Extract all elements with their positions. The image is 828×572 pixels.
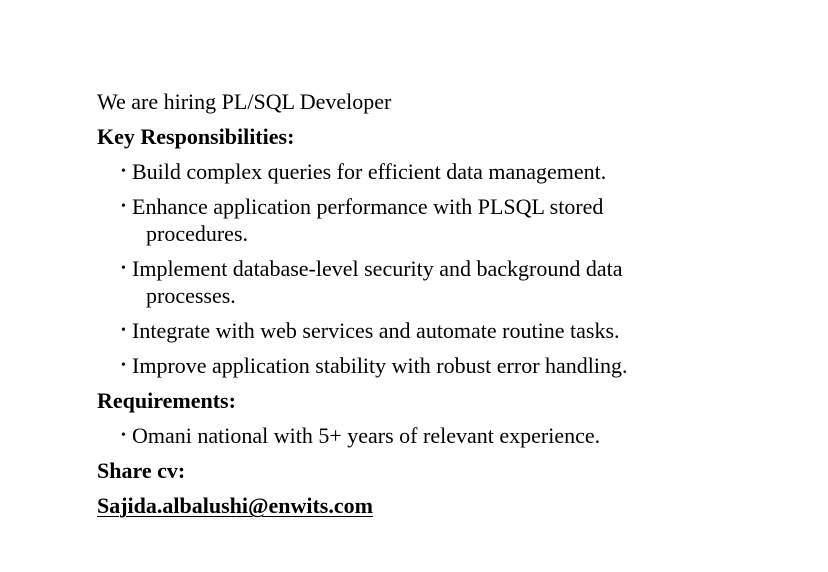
bullet-icon: • — [121, 199, 126, 214]
list-item-text: Build complex queries for efficient data management. — [132, 159, 607, 184]
responsibilities-heading: Key Responsibilities: — [97, 124, 295, 149]
share-cv-heading: Share cv: — [97, 458, 186, 483]
list-item — [97, 352, 797, 379]
list-item — [97, 193, 797, 247]
list-item-text-continued: procedures. — [146, 221, 249, 246]
bullet-icon: • — [121, 261, 126, 276]
bullet-icon: • — [121, 358, 126, 373]
list-item — [97, 422, 797, 449]
list-item — [97, 255, 797, 309]
bullet-icon: • — [121, 164, 126, 179]
list-item — [97, 317, 797, 344]
list-item-text: Improve application stability with robust error handling. — [132, 353, 628, 378]
intro-text: We are hiring PL/SQL Developer — [97, 89, 392, 114]
job-posting — [97, 88, 797, 527]
email-link[interactable]: Sajida.albalushi@enwits.com — [97, 493, 373, 518]
requirements-heading: Requirements: — [97, 388, 236, 413]
list-item-text: Integrate with web services and automate routine tasks. — [132, 318, 620, 343]
list-item-text: Omani national with 5+ years of relevant experience. — [132, 423, 601, 448]
list-item-text: Enhance application performance with PLSQL stored — [132, 194, 604, 219]
list-item — [97, 158, 797, 185]
list-item-text-continued: processes. — [146, 283, 236, 308]
requirements-list — [97, 422, 797, 449]
list-item-text: Implement database-level security and background data — [132, 256, 623, 281]
responsibilities-list — [97, 158, 797, 379]
bullet-icon: • — [121, 323, 126, 338]
bullet-icon: • — [121, 428, 126, 443]
